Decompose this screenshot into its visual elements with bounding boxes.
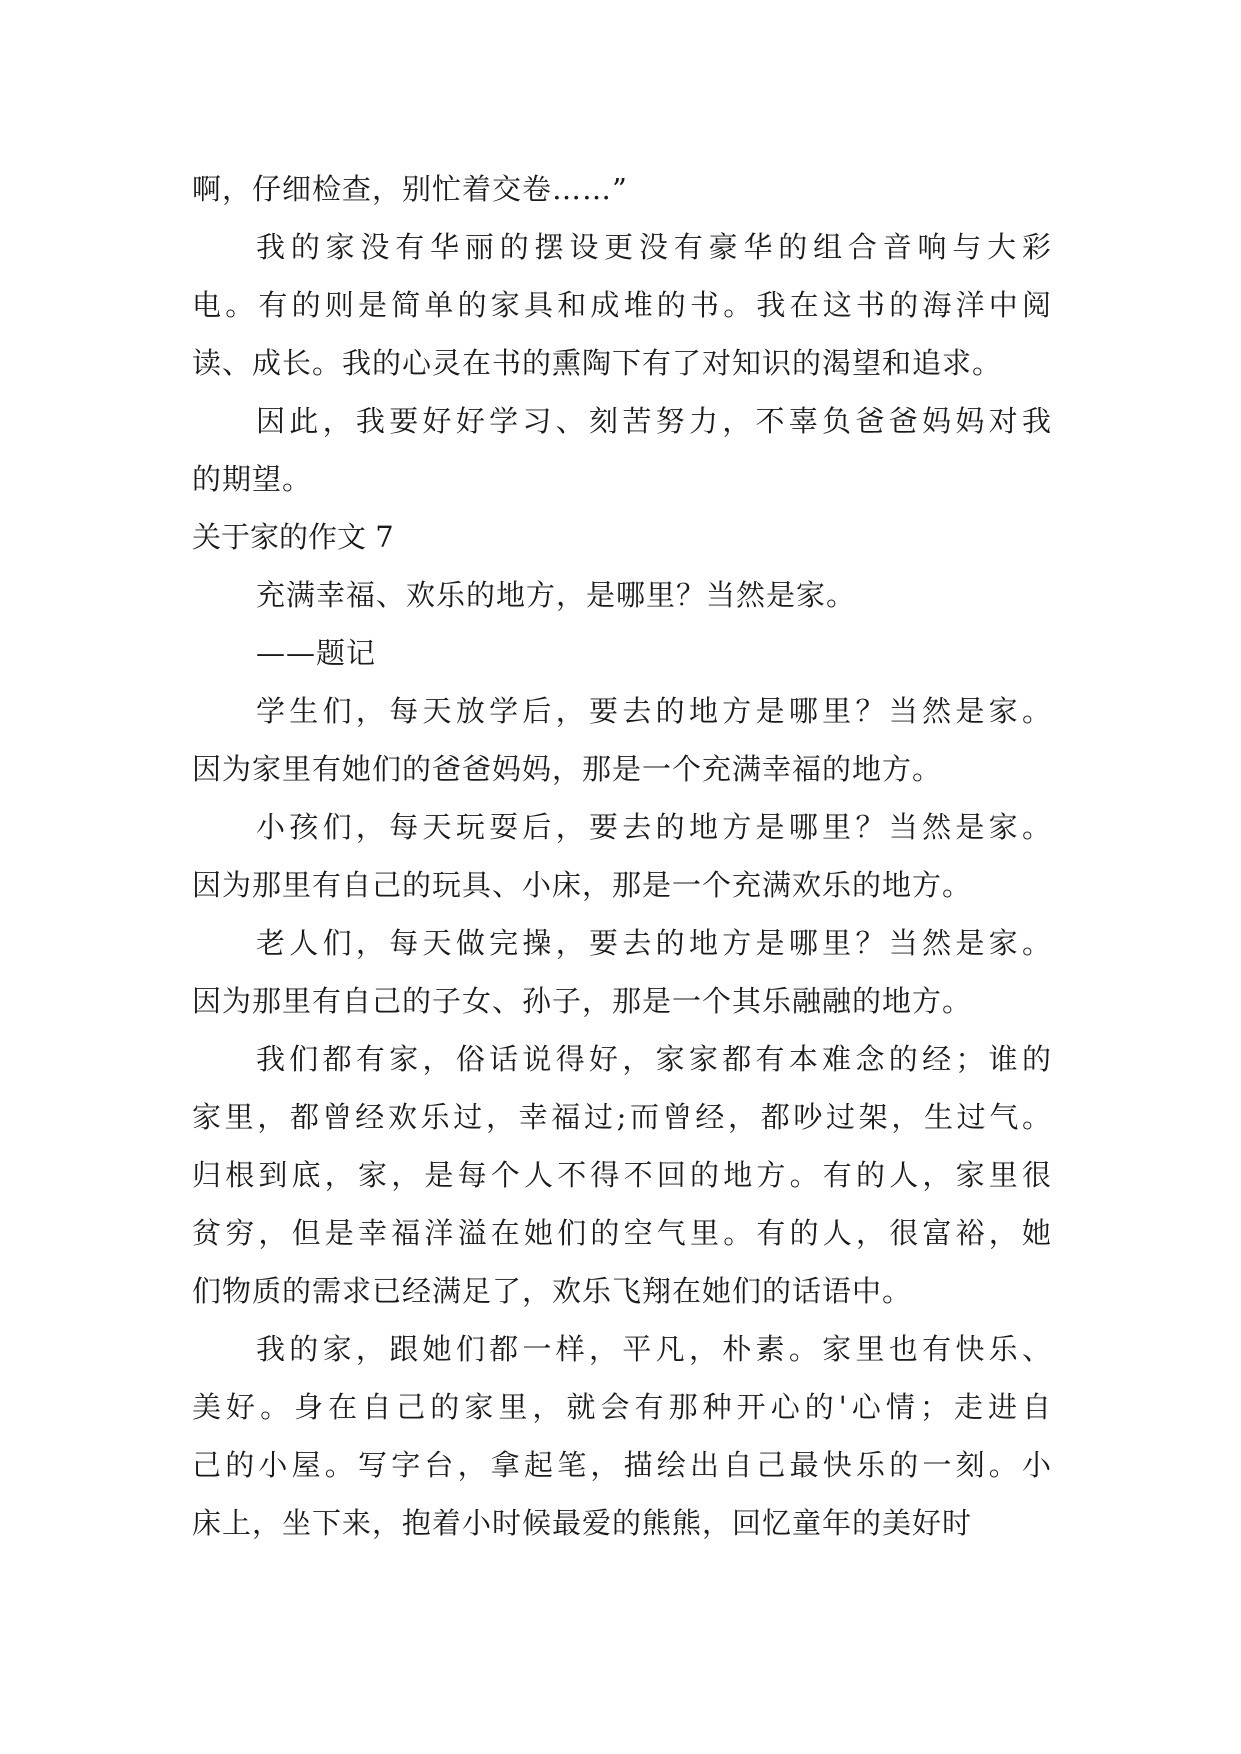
text-line: 的期望。: [192, 462, 313, 496]
text-line: 我的家，跟她们都一样，平凡，朴素。家里也有快乐、: [256, 1332, 1052, 1366]
text-line: 们物质的需求已经满足了，欢乐飞翔在她们的话语中。: [192, 1274, 913, 1308]
paragraph: [192, 1320, 1052, 1552]
text-line: 充满幸福、欢乐的地方，是哪里？当然是家。: [256, 578, 857, 612]
document-page: [192, 160, 1052, 1552]
text-line: 因为那里有自己的子女、孙子，那是一个其乐融融的地方。: [192, 984, 973, 1018]
text-line: 美好。身在自己的家里，就会有那种开心的'心情；走进自: [192, 1390, 1052, 1424]
paragraph: [192, 218, 1052, 392]
text-line: 因此，我要好好学习、刻苦努力，不辜负爸爸妈妈对我: [256, 404, 1052, 438]
text-line: 床上，坐下来，抱着小时候最爱的熊熊，回忆童年的美好时: [192, 1506, 973, 1540]
text-line: 我们都有家，俗话说得好，家家都有本难念的经；谁的: [256, 1042, 1052, 1076]
essay-heading: 关于家的作文 7: [192, 520, 394, 554]
paragraph: [192, 160, 1052, 218]
text-line: 因为那里有自己的玩具、小床，那是一个充满欢乐的地方。: [192, 868, 973, 902]
paragraph: [192, 914, 1052, 1030]
paragraph: [192, 566, 1052, 624]
text-line: 读、成长。我的心灵在书的熏陶下有了对知识的渴望和追求。: [192, 346, 1003, 380]
paragraph: [192, 682, 1052, 798]
text-line: ——题记: [256, 636, 377, 670]
text-line: 老人们，每天做完操，要去的地方是哪里？当然是家。: [256, 926, 1052, 960]
text-line: 啊，仔细检查，别忙着交卷……”: [192, 172, 628, 206]
text-line: 己的小屋。写字台，拿起笔，描绘出自己最快乐的一刻。小: [192, 1448, 1052, 1482]
text-line: 家里，都曾经欢乐过，幸福过;而曾经，都吵过架，生过气。: [192, 1100, 1052, 1134]
paragraph: [192, 624, 1052, 682]
text-line: 电。有的则是简单的家具和成堆的书。我在这书的海洋中阅: [192, 288, 1052, 322]
text-line: 贫穷，但是幸福洋溢在她们的空气里。有的人，很富裕，她: [192, 1216, 1052, 1250]
text-line: 我的家没有华丽的摆设更没有豪华的组合音响与大彩: [256, 230, 1052, 264]
text-line: 小孩们，每天玩耍后，要去的地方是哪里？当然是家。: [256, 810, 1052, 844]
paragraph: [192, 798, 1052, 914]
text-line: 归根到底，家，是每个人不得不回的地方。有的人，家里很: [192, 1158, 1052, 1192]
text-line: 学生们，每天放学后，要去的地方是哪里？当然是家。: [256, 694, 1052, 728]
paragraph: [192, 1030, 1052, 1320]
paragraph: [192, 392, 1052, 508]
text-line: 因为家里有她们的爸爸妈妈，那是一个充满幸福的地方。: [192, 752, 943, 786]
